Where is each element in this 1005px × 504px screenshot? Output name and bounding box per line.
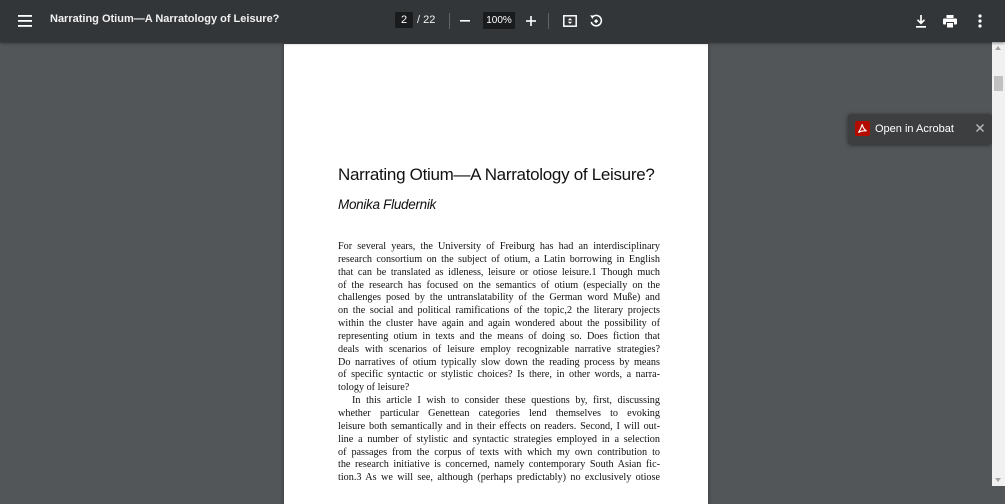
document-title: Narrating Otium—A Narratology of Leisure? [50, 13, 280, 25]
text-line: representing otium in texts and the means of doing so. Does fiction that [338, 330, 660, 342]
text-line: tion.3 As we will see, although (perhaps predictably) no exclusively otiose [338, 472, 660, 484]
text-line: Do narratives of otium typically slow down the reading process by means [338, 356, 660, 368]
text-line: In this article I wish to consider these questions by, first, discussing [352, 395, 660, 407]
download-button[interactable] [907, 7, 935, 35]
pdf-toolbar [0, 0, 1005, 42]
text-line: deals with scenarios of leisure employ recognizable narrative strategies? [338, 343, 660, 355]
close-popup-button[interactable] [974, 122, 986, 134]
scroll-down-arrow-icon[interactable] [995, 478, 1001, 482]
text-line: within the cluster have again and again wondered about the possibility of [338, 318, 660, 330]
text-line: that can be translated as idleness, leisure or otiose leisure.1 Though much [338, 266, 660, 278]
text-line: of the research has focused on the semantics of otium (especially on the [338, 279, 660, 291]
article-title: Narrating Otium—A Narratology of Leisure? [338, 165, 655, 184]
hamburger-menu-icon [18, 15, 32, 27]
text-line: of specific syntactic or stylistic choices? Is there, in other words, a narra- [338, 369, 660, 381]
text-line: whether particular Genettean categories lend themselves to evoking [338, 407, 660, 419]
close-icon [976, 124, 984, 132]
menu-button[interactable] [11, 7, 39, 35]
pdf-page [284, 44, 708, 504]
zoom-in-button[interactable] [517, 7, 545, 35]
scroll-up-arrow-icon[interactable] [995, 46, 1001, 50]
text-line: tology of leisure? [338, 382, 410, 394]
rotate-icon [589, 14, 603, 28]
text-line: the research initiative is concerned, namely contemporary South Asian fic- [338, 459, 660, 471]
vertical-scrollbar[interactable] [992, 42, 1005, 486]
zoom-in-icon [526, 16, 536, 26]
fit-page-button[interactable] [556, 7, 584, 35]
more-options-icon [978, 14, 982, 28]
print-button[interactable] [936, 7, 964, 35]
print-icon [943, 15, 957, 28]
zoom-out-button[interactable] [451, 7, 479, 35]
page-total: / 22 [417, 14, 436, 26]
download-icon [915, 15, 927, 28]
rotate-button[interactable] [582, 7, 610, 35]
text-line: on the social and political ramifications of the topic,2 the literary projects [338, 305, 660, 317]
text-line: For several years, the University of Freiburg has had an interdisciplinary [338, 241, 660, 252]
text-line: line a number of stylistic and syntactic strategies employed in a selection [338, 433, 660, 445]
page-navigator [395, 12, 435, 28]
article-author: Monika Fludernik [338, 197, 436, 212]
open-in-acrobat-button[interactable]: Open in Acrobat [875, 123, 954, 135]
acrobat-logo-icon [857, 123, 868, 134]
toolbar-divider [548, 13, 549, 29]
text-line: of passages from the corpus of texts with which my own contribution to [338, 446, 660, 458]
fit-page-icon [563, 15, 577, 27]
acrobat-pdf-icon[interactable] [855, 121, 870, 136]
open-in-acrobat-popup [848, 114, 992, 144]
text-line: research consortium on the subject of otium, a Latin borrowing in English [338, 253, 660, 265]
more-options-button[interactable] [966, 7, 994, 35]
zoom-level-input[interactable] [483, 12, 515, 29]
article-body [338, 241, 660, 485]
text-line: challenges posed by the untranslatability of the German word Muße) and [338, 292, 660, 304]
page-number-input[interactable] [395, 12, 413, 28]
zoom-out-icon [460, 20, 470, 22]
toolbar-divider [449, 13, 450, 29]
scroll-thumb[interactable] [994, 76, 1003, 91]
text-line: leisure both semantically and in their effects on readers. Second, I will out- [338, 420, 660, 432]
